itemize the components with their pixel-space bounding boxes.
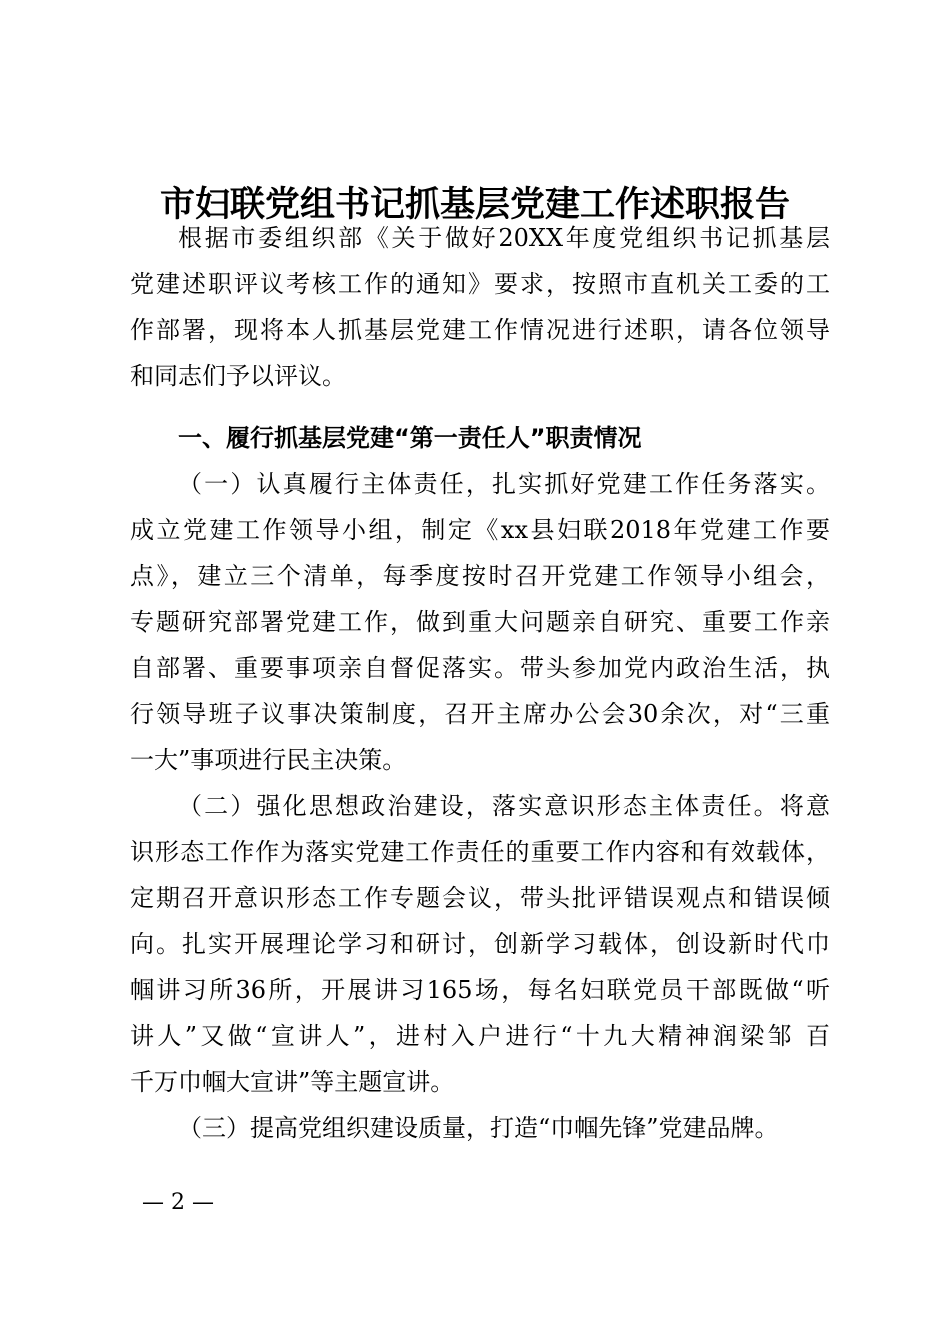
paragraph-line: 一大”事项进行民主决策。	[130, 746, 407, 774]
paragraph-line: 帼讲习所36所，开展讲习165场，每名妇联党员干部既做“听	[130, 976, 830, 1004]
paragraph-line: 自部署、重要事项亲自督促落实。带头参加党内政治生活，执	[130, 654, 830, 682]
document-title: 市妇联党组书记抓基层党建工作述职报告	[159, 185, 790, 225]
paragraph-line: 党建述职评议考核工作的通知》要求，按照市直机关工委的工	[130, 270, 830, 298]
paragraph-line: 识形态工作作为落实党建工作责任的重要工作内容和有效载体，	[130, 838, 830, 866]
paragraph-line: 和同志们予以评议。	[130, 362, 346, 390]
paragraph-line: （一）认真履行主体责任，扎实抓好党建工作任务落实。	[178, 470, 830, 498]
paragraph-line: 成立党建工作领导小组，制定《xx县妇联2018年党建工作要	[130, 516, 830, 544]
paragraph-line: 作部署，现将本人抓基层党建工作情况进行述职，请各位领导	[130, 316, 830, 344]
paragraph-line: （三）提高党组织建设质量，打造“巾帼先锋”党建品牌。	[178, 1114, 779, 1142]
paragraph-line: 千万巾帼大宣讲”等主题宣讲。	[130, 1068, 455, 1096]
paragraph-line: 行领导班子议事决策制度，召开主席办公会30余次，对“三重	[130, 700, 830, 728]
paragraph-line: （二）强化思想政治建设，落实意识形态主体责任。将意	[178, 792, 830, 820]
paragraph-line: 向。扎实开展理论学习和研讨，创新学习载体，创设新时代巾	[130, 930, 830, 958]
paragraph-line: 专题研究部署党建工作，做到重大问题亲自研究、重要工作亲	[130, 608, 830, 636]
section-heading: 一、履行抓基层党建“第一责任人”职责情况	[178, 424, 642, 452]
paragraph-line: 定期召开意识形态工作专题会议，带头批评错误观点和错误倾	[130, 884, 830, 912]
paragraph-line: 讲人”又做“宣讲人”，进村入户进行“十九大精神润梁邹 百	[130, 1022, 830, 1050]
paragraph-line: 点》，建立三个清单，每季度按时召开党建工作领导小组会，	[130, 562, 830, 590]
page-number: — 2 —	[142, 1190, 214, 1215]
paragraph-line: 根据市委组织部《关于做好20XX年度党组织书记抓基层	[178, 224, 830, 252]
